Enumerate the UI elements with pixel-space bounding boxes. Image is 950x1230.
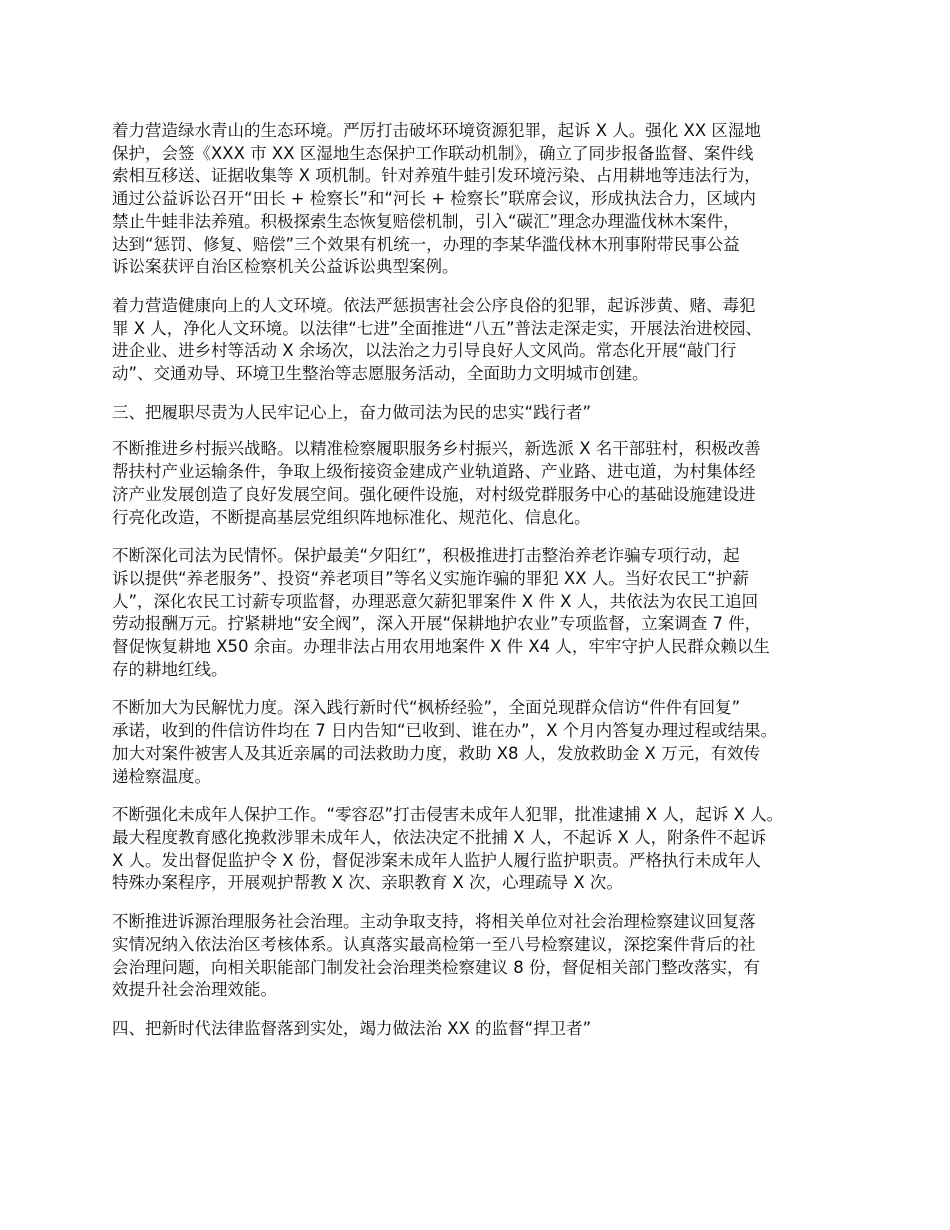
- text-line: 人”，深化农民工讨薪专项监督，办理恶意欠薪犯罪案件 X 件 X 人，共依法为农民工追回: [112, 591, 759, 611]
- text-line: 实情况纳入依法治区考核体系。认真落实最高检第一至八号检察建议，深挖案件背后的社: [112, 934, 756, 954]
- paragraph-minor-protection: [112, 804, 848, 895]
- text-line: 禁止牛蛙非法养殖。积极探索生态恢复赔偿机制，引入“碳汇”理念办理滥伐林木案件，: [112, 211, 740, 231]
- paragraph-cultural-environment: [112, 295, 848, 386]
- text-line: 通过公益诉讼召开“田长 + 检察长”和“河长 + 检察长”联席会议，形成执法合力，区域内: [112, 189, 756, 209]
- text-line: 着力营造绿水青山的生态环境。严厉打击破坏环境资源犯罪，起诉 X 人。强化 XX 区湿地: [112, 121, 761, 140]
- text-line: 诉讼案获评自治区检察机关公益诉讼典型案例。: [112, 257, 459, 277]
- text-line: X 人。发出督促监护令 X 份，督促涉案未成年人监护人履行监护职责。严格执行未成年人: [112, 850, 761, 870]
- text-line: 最大程度教育感化挽救涉罪未成年人，依法决定不批捕 X 人，不起诉 X 人，附条件不起诉: [112, 827, 767, 847]
- text-line: 着力营造健康向上的人文环境。依法严惩损害社会公序良俗的犯罪，起诉涉黄、赌、毒犯: [112, 295, 756, 315]
- text-line: 不断推进诉源治理服务社会治理。主动争取支持，将相关单位对社会治理检察建议回复落: [112, 912, 756, 932]
- paragraph-ecological-environment: [112, 120, 848, 279]
- text-line: 进企业、进乡村等活动 X 余场次，以法治之力引导良好人文风尚。常态化开展“敲门行: [112, 341, 737, 361]
- paragraph-social-governance: [112, 911, 848, 1002]
- paragraph-rural-revitalization: [112, 438, 848, 529]
- text-line: 加大对案件被害人及其近亲属的司法救助力度，救助 X8 人，发放救助金 X 万元，有效传: [112, 743, 761, 763]
- document-page: [112, 120, 848, 1055]
- text-line: 递检察温度。: [112, 766, 211, 786]
- text-line: 督促恢复耕地 X50 余亩。办理非法占用农用地案件 X 件 X4 人，牢牢守护人民群众赖以生: [112, 637, 770, 657]
- text-line: 承诺，收到的件信访件均在 7 日内告知“已收到、谁在办”，X 个月内答复办理过程或结果。: [112, 721, 778, 741]
- text-line: 效提升社会治理效能。: [112, 980, 277, 1000]
- text-line: 劳动报酬万元。拧紧耕地“安全阀”，深入开展“保耕地护农业”专项监督，立案调查 7 件，: [112, 614, 762, 634]
- text-line: 济产业发展创造了良好发展空间。强化硬件设施，对村级党群服务中心的基础设施建设进: [112, 484, 756, 504]
- text-line: 达到“惩罚、修复、赔偿”三个效果有机统一，办理的李某华滥伐林木刑事附带民事公益: [112, 234, 740, 254]
- text-line: 不断推进乡村振兴战略。以精准检察履职服务乡村振兴，新选派 X 名干部驻村，积极改善: [112, 439, 761, 459]
- text-line: 不断加大为民解忧力度。深入践行新时代“枫桥经验”，全面兑现群众信访“件件有回复”: [112, 698, 741, 718]
- paragraph-judicial-for-people: [112, 545, 848, 681]
- text-line: 罪 X 人，净化人文环境。以法律“七进”全面推进“八五”普法走深走实，开展法治进校园、: [112, 318, 762, 338]
- text-line: 诉以提供“养老服务”、投资“养老项目”等名义实施诈骗的罪犯 XX 人。当好农民工“护薪: [112, 568, 749, 588]
- text-line: 动”、交通劝导、环境卫生整治等志愿服务活动，全面助力文明城市创建。: [112, 364, 649, 384]
- text-line: 特殊办案程序，开展观护帮教 X 次、亲职教育 X 次，心理疏导 X 次。: [112, 873, 623, 893]
- text-line: 会治理问题，向相关职能部门制发社会治理类检察建议 8 份，督促相关部门整改落实，有: [112, 957, 760, 977]
- text-line: 行亮化改造，不断提高基层党组织阵地标准化、规范化、信息化。: [112, 507, 591, 527]
- paragraph-relieve-worries: [112, 697, 848, 788]
- section-heading-three: 三、把履职尽责为人民牢记心上，奋力做司法为民的忠实“践行者”: [112, 402, 592, 422]
- text-line: 不断深化司法为民情怀。保护最美“夕阳红”，积极推进打击整治养老诈骗专项行动，起: [112, 546, 740, 566]
- section-heading-four: 四、把新时代法律监督落到实处，竭力做法治 XX 的监督“捍卫者”: [112, 1018, 592, 1038]
- text-line: 存的耕地红线。: [112, 659, 228, 679]
- text-line: 不断强化未成年人保护工作。“零容忍”打击侵害未成年人犯罪，批准逮捕 X 人，起诉 X 人。: [112, 805, 784, 825]
- text-line: 索相互移送、证据收集等 X 项机制。针对养殖牛蛙引发环境污染、占用耕地等违法行为，: [112, 166, 761, 186]
- text-line: 保护，会签《XXX 市 XX 区湿地生态保护工作联动机制》，确立了同步报备监督、案件线: [112, 143, 754, 163]
- text-line: 帮扶村产业运输条件，争取上级衔接资金建成产业轨道路、产业路、进屯道，为村集体经: [112, 462, 756, 482]
